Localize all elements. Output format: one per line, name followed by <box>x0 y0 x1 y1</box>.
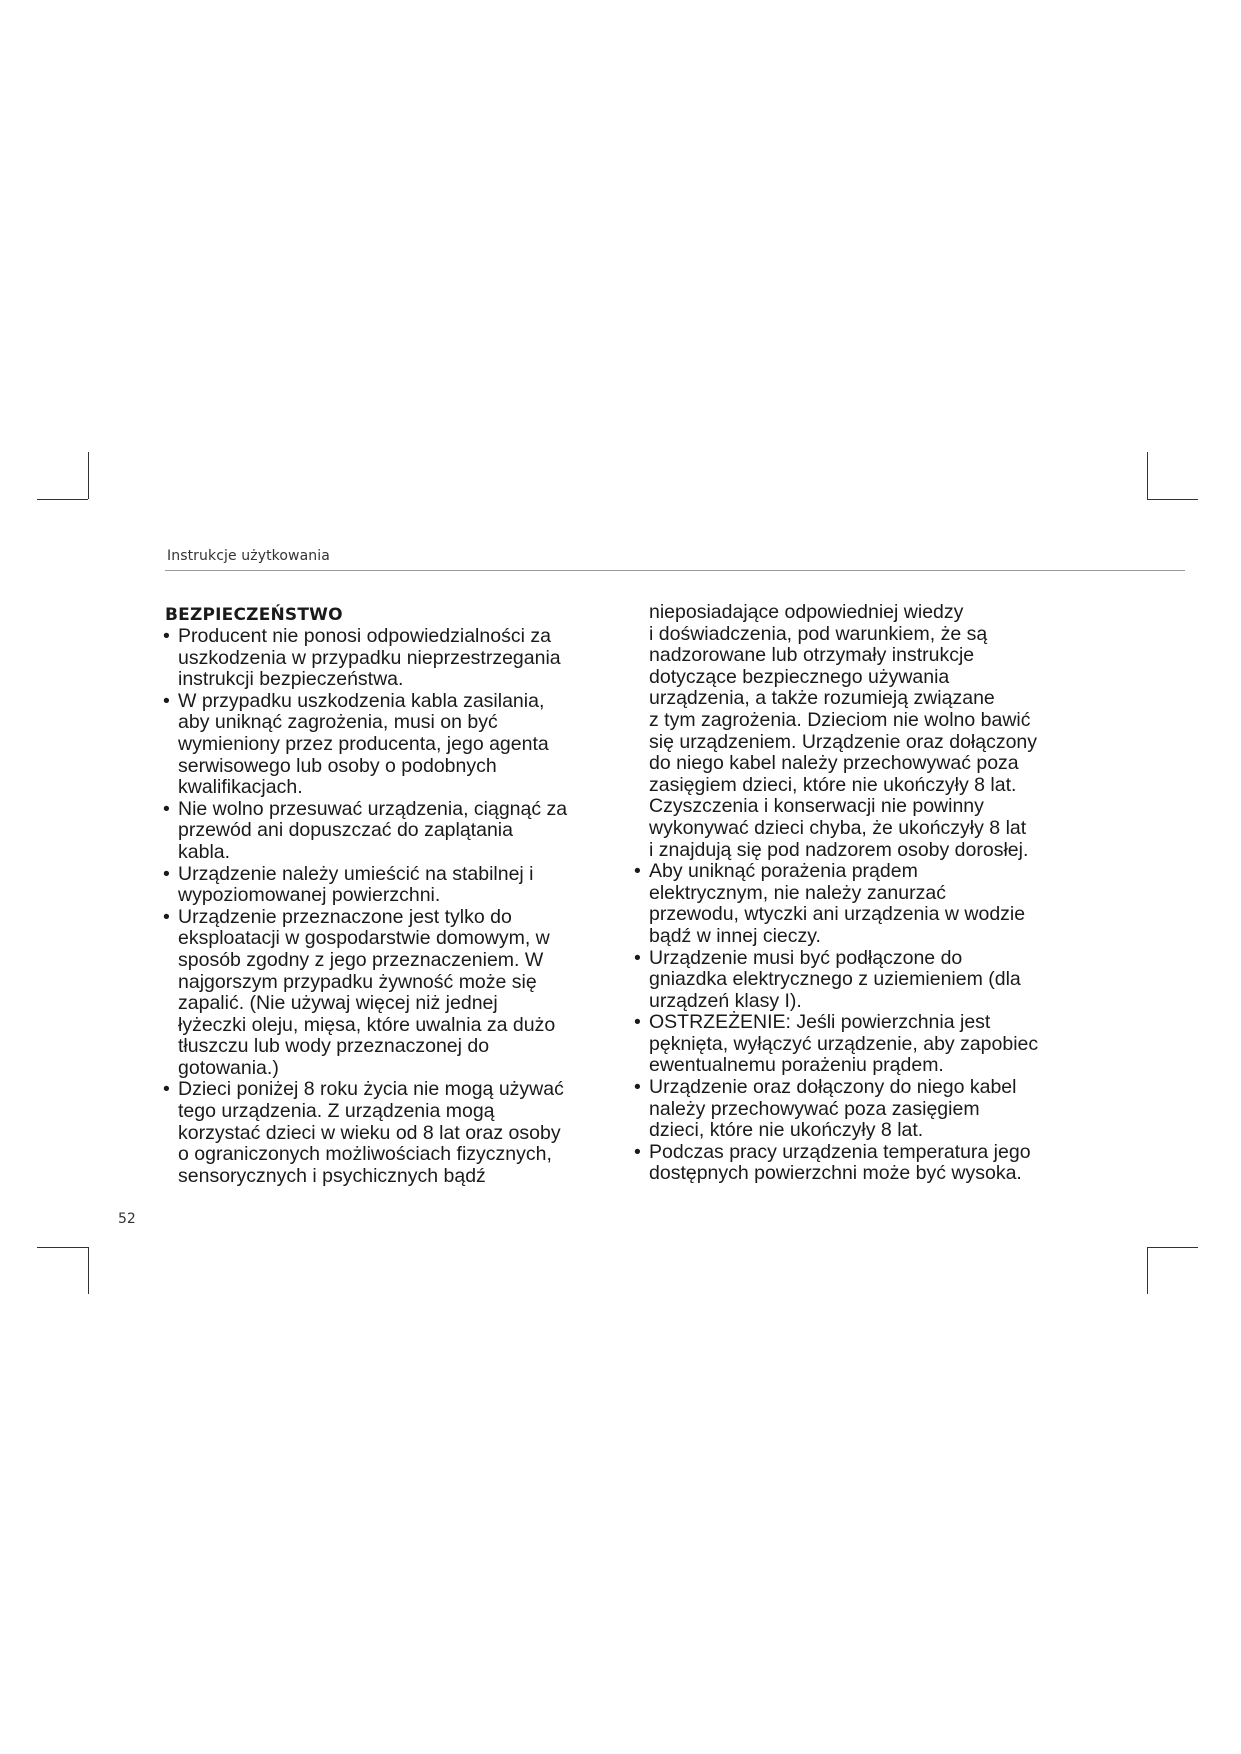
page-number: 52 <box>118 1211 136 1227</box>
list-item: • Urządzenie musi być podłączone do gniazdka elektrycznego z uziemieniem (dla urządzeń klasy I). <box>634 948 1104 1013</box>
crop-mark-line <box>88 452 89 499</box>
crop-mark-line <box>1147 1247 1198 1248</box>
crop-mark-line <box>37 1247 88 1248</box>
list-item: • Podczas pracy urządzenia temperatura jego dostępnych powierzchni może być wysoka. <box>634 1142 1104 1185</box>
safety-list-left <box>163 626 625 1187</box>
crop-mark-line <box>88 1247 89 1294</box>
header-rule <box>165 570 1185 571</box>
left-column <box>163 605 625 1187</box>
crop-mark-line <box>1147 499 1198 500</box>
running-header: Instrukcje użytkowania <box>167 548 330 564</box>
list-item: • Aby uniknąć porażenia prądem elektrycznym, nie należy zanurzać przewodu, wtyczki ani urządzenia w wodzie bądź w innej cieczy. <box>634 861 1104 947</box>
list-item: • Urządzenie oraz dołączony do niego kabel należy przechowywać poza zasięgiem dzieci, które nie ukończyły 8 lat. <box>634 1077 1104 1142</box>
list-item: • Nie wolno przesuwać urządzenia, ciągnąć za przewód ani dopuszczać do zaplątania kabla. <box>163 799 625 864</box>
crop-mark-line <box>1147 1247 1148 1294</box>
list-item: • Dzieci poniżej 8 roku życia nie mogą używać tego urządzenia. Z urządzenia mogą korzystać dzieci w wieku od 8 lat oraz osoby o ograniczonych możliwościach fizycznych, sensorycznych i psychicznych bądź <box>163 1079 625 1187</box>
list-item-continuation: nieposiadające odpowiedniej wiedzy i doświadczenia, pod warunkiem, że są nadzorowane lub otrzymały instrukcje dotyczące bezpiecznego używania urządzenia, a także rozumieją związane z tym zagrożenia. Dzieciom nie wolno bawić się urządzeniem. Urządzenie oraz dołączony do niego kabel należy przechowywać poza zasięgiem dzieci, które nie ukończyły 8 lat. Czyszczenia i konserwacji nie powinny wykonywać dzieci chyba, że ukończyły 8 lat i znajdują się pod nadzorem osoby dorosłej. <box>649 601 1038 861</box>
safety-list-right <box>634 861 1104 1185</box>
list-item: • Producent nie ponosi odpowiedzialności za uszkodzenia w przypadku nieprzestrzegania instrukcji bezpieczeństwa. <box>163 626 625 691</box>
list-item: • Urządzenie należy umieścić na stabilnej i wypoziomowanej powierzchni. <box>163 864 625 907</box>
list-item: • Urządzenie przeznaczone jest tylko do eksploatacji w gospodarstwie domowym, w sposób zgodny z jego przeznaczeniem. W najgorszym przypadku żywność może się zapalić. (Nie używaj więcej niż jednej łyżeczki oleju, mięsa, które uwalnia za dużo tłuszczu lub wody przeznaczonej do gotowania.) <box>163 907 625 1080</box>
right-column <box>634 602 1104 1185</box>
crop-mark-line <box>37 499 88 500</box>
crop-mark-line <box>1147 452 1148 499</box>
list-item: • OSTRZEŻENIE: Jeśli powierzchnia jest pęknięta, wyłączyć urządzenie, aby zapobiec ewentualnemu porażeniu prądem. <box>634 1012 1104 1077</box>
section-title: BEZPIECZEŃSTWO <box>165 605 343 625</box>
list-item: • W przypadku uszkodzenia kabla zasilania, aby uniknąć zagrożenia, musi on być wymieniony przez producenta, jego agenta serwisowego lub osoby o podobnych kwalifikacjach. <box>163 691 625 799</box>
